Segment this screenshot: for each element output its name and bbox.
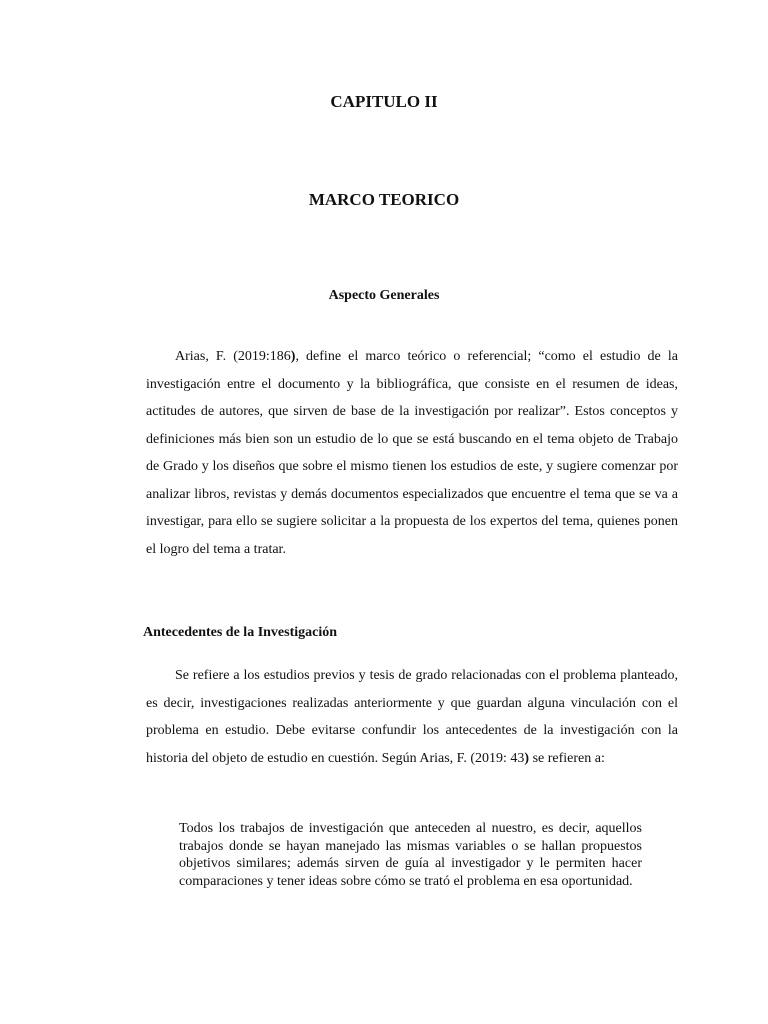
subsection-heading: Aspecto Generales [328,288,440,303]
citation-arias-2019-186: Arias, F. (2019:186 [175,349,291,364]
citation-closing-paren: ) [524,750,530,766]
paragraph-body-text: , define el marco teórico o referencial; “como el estudio de la investigación entre el documento y la bibliográfica, que consiste en el resumen de ideas, actitudes de autores, que sirven de base de la investigación por realizar”. Estos conceptos y definiciones más bien son un estudio de lo que se está buscando en el tema objeto de Trabajo de Grado y los diseños que sobre el mismo tienen los estudios de este, y sugiere comenzar por analizar libros, revistas y demás documentos especializados que encuentre el tema que se va a investigar, para ello se sugiere solicitar a la propuesta de los expertos del tema, quienes ponen el logro del tema a tratar. [146,349,678,557]
section-heading: MARCO TEORICO [308,190,460,209]
chapter-heading: CAPITULO II [330,92,438,111]
antecedentes-heading: Antecedentes de la Investigación [143,625,338,640]
paragraph-tail-text: se refieren a: [529,750,605,766]
citation-closing-paren: ) [290,349,296,364]
paragraph-antecedentes [146,662,678,772]
paragraph-body-text: Se refiere a los estudios previos y tesis de grado relacionadas con el problema planteado, es decir, investigaciones realizadas anteriormente y que guardan alguna vinculación con el problema en estudio. Debe evitarse confundir los antecedentes de la investigación con la historia del objeto de estudio en cuestión. Según Arias, F. (2019: 43 [146,668,678,766]
paragraph-aspecto-generales [146,343,678,563]
block-quote: Todos los trabajos de investigación que anteceden al nuestro, es decir, aquellos trabajos donde se hayan manejado las mismas variables o se hallan propuestos objetivos similares; además sirven de guía al investigador y le permiten hacer comparaciones y tener ideas sobre cómo se trató el problema en esa oportunidad. [179,821,642,889]
